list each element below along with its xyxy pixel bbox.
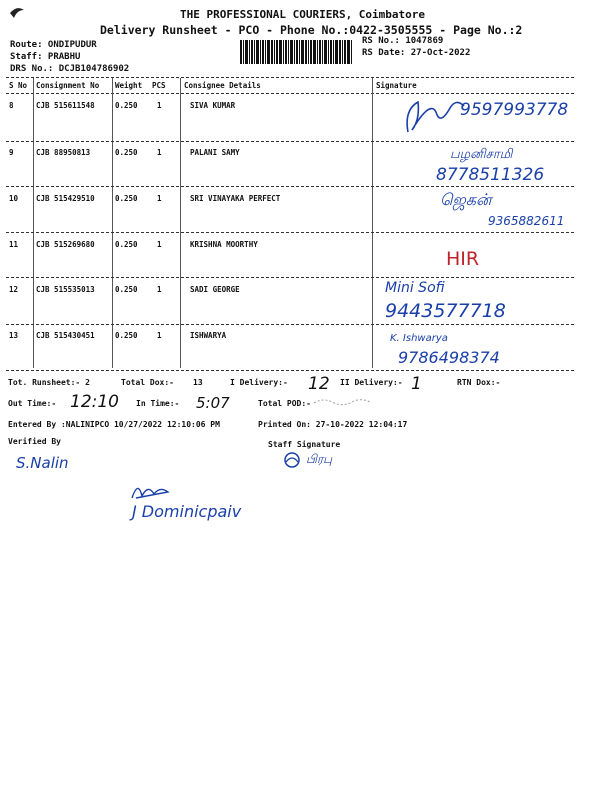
row-rule — [6, 232, 574, 233]
row-consignee: PALANI SAMY — [190, 148, 240, 157]
in-time-value: 5:07 — [196, 394, 230, 412]
total-dox-value: 13 — [193, 378, 203, 387]
out-time-label: Out Time:- — [8, 399, 57, 408]
row-handwritten-name: Mini Sofi — [385, 280, 445, 296]
table-header-rule — [6, 93, 574, 94]
row-weight: 0.250 — [115, 194, 138, 203]
ii-delivery-value: 1 — [411, 374, 422, 394]
col-header-consignment: Consignment No — [36, 81, 100, 90]
row-handwritten-phone: 9786498374 — [398, 348, 500, 367]
row-pcs: 1 — [157, 331, 162, 340]
row-sno: 8 — [9, 101, 14, 110]
barcode-icon — [240, 40, 352, 64]
row-handwritten-name: HIR — [446, 248, 480, 270]
out-time-value: 12:10 — [70, 392, 119, 412]
row-consignment: CJB 88950813 — [36, 148, 91, 157]
row-weight: 0.250 — [115, 148, 138, 157]
row-weight: 0.250 — [115, 331, 138, 340]
row-consignment: CJB 515269680 — [36, 240, 95, 249]
staff-signature-label: Staff Signature — [268, 440, 341, 449]
row-handwritten-phone: 9443577718 — [385, 300, 506, 322]
row-consignee: SIVA KUMAR — [190, 101, 236, 110]
col-header-sno: S No — [9, 81, 28, 90]
initial-scribble — [128, 478, 178, 502]
tot-runsheet: Tot. Runsheet:- 2 — [8, 378, 90, 387]
rs-date: RS Date: 27-Oct-2022 — [362, 48, 471, 58]
runsheet-title: Delivery Runsheet - PCO - Phone No.:0422-3505555 - Page No.:2 — [100, 23, 523, 37]
row-handwritten-phone: 9597993778 — [460, 100, 569, 120]
row-consignee: KRISHNA MOORTHY — [190, 240, 258, 249]
printed-on: Printed On: 27-10-2022 12:04:17 — [258, 420, 408, 429]
rs-number: RS No.: 1047869 — [362, 36, 444, 46]
row-sno: 10 — [9, 194, 19, 203]
entered-by: Entered By :NALINIPCO 10/27/2022 12:10:06 PM — [8, 420, 220, 429]
ii-delivery-label: II Delivery:- — [340, 378, 403, 387]
row-pcs: 1 — [157, 240, 162, 249]
pod-scribble — [312, 395, 372, 409]
row-sno: 13 — [9, 331, 19, 340]
row-consignee: ISHWARYA — [190, 331, 227, 340]
row-handwritten-name: பழனிசாமி — [450, 147, 513, 162]
row-pcs: 1 — [157, 194, 162, 203]
row-consignee: SADI GEORGE — [190, 285, 240, 294]
row-pcs: 1 — [157, 148, 162, 157]
row-pcs: 1 — [157, 285, 162, 294]
row-consignment: CJB 515611548 — [36, 101, 95, 110]
col-header-pcs: PCS — [152, 81, 166, 90]
row-consignment: CJB 515429510 — [36, 194, 95, 203]
staff-signature: பிரபு — [306, 452, 333, 466]
table-top-rule — [6, 77, 574, 78]
row-weight: 0.250 — [115, 240, 138, 249]
col-header-consignee: Consignee Details — [184, 81, 261, 90]
staff-sign-mark-icon — [282, 450, 306, 470]
drs-number: DRS No.: DCJB104786902 — [10, 64, 130, 74]
row-rule — [6, 141, 574, 142]
row-handwritten-name: ஜெகன் — [440, 190, 492, 209]
verified-by-label: Verified By — [8, 437, 61, 446]
i-delivery-label: I Delivery:- — [230, 378, 288, 387]
courier-logo-icon — [8, 4, 26, 22]
row-weight: 0.250 — [115, 285, 138, 294]
in-time-label: In Time:- — [136, 399, 180, 408]
row-rule — [6, 277, 574, 278]
row-consignment: CJB 515430451 — [36, 331, 95, 340]
route-label: Route: ONDIPUDUR — [10, 40, 97, 50]
row-rule — [6, 186, 574, 187]
staff-label: Staff: PRABHU — [10, 52, 81, 62]
extra-signature-name: J Dominicpaiv — [132, 502, 242, 521]
col-header-signature: Signature — [376, 81, 417, 90]
row-consignment: CJB 515535013 — [36, 285, 95, 294]
rtn-dox-label: RTN Dox:- — [457, 378, 501, 387]
row-consignee: SRI VINAYAKA PERFECT — [190, 194, 281, 203]
i-delivery-value: 12 — [308, 374, 330, 394]
total-pod-label: Total POD:- — [258, 399, 311, 408]
row-rule — [6, 324, 574, 325]
row-sno: 12 — [9, 285, 19, 294]
row-weight: 0.250 — [115, 101, 138, 110]
verified-signature: S.Nalin — [16, 454, 69, 472]
row-handwritten-phone: 9365882611 — [488, 214, 565, 228]
company-name: THE PROFESSIONAL COURIERS, Coimbatore — [180, 8, 426, 21]
row-rule — [6, 370, 574, 371]
total-dox-label: Total Dox:- — [121, 378, 174, 387]
row-sno: 9 — [9, 148, 14, 157]
row-sno: 11 — [9, 240, 19, 249]
row-pcs: 1 — [157, 101, 162, 110]
col-header-weight: Weight — [115, 81, 143, 90]
row-handwritten-phone: 8778511326 — [436, 165, 545, 185]
row-handwritten-name: K. Ishwarya — [390, 333, 448, 344]
